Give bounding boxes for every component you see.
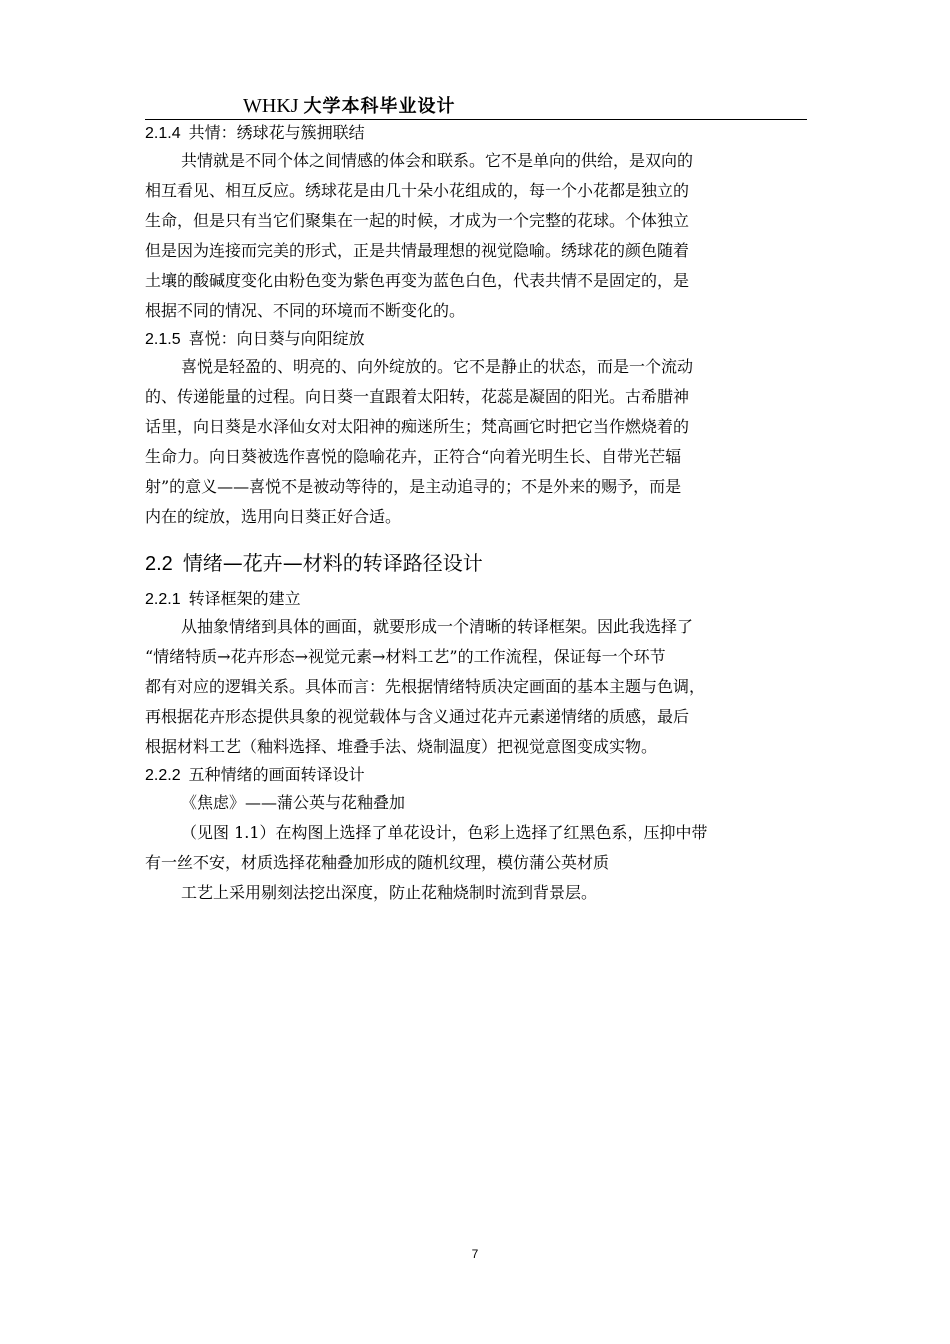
section-number: 2.2.2 <box>145 767 181 784</box>
page-number: 7 <box>471 1247 479 1261</box>
header-title: 大学本科毕业设计 <box>303 96 456 117</box>
paragraph-line: 根据材料工艺（釉料选择、堆叠手法、烧制温度）把视觉意图变成实物。 <box>145 737 658 756</box>
section-title: 喜悦：向日葵与向阳绽放 <box>188 329 365 348</box>
paragraph-line: 工艺上采用剔刻法挖出深度，防止花釉烧制时流到背景层。 <box>181 883 598 902</box>
paragraph-framework <box>145 612 807 762</box>
section-number: 2.2.1 <box>145 591 181 608</box>
paragraph-line: 但是因为连接而完美的形式，正是共情最理想的视觉隐喻。绣球花的颜色随着 <box>145 241 690 260</box>
paragraph-line: 话里，向日葵是水泽仙女对太阳神的痴迷所生；梵高画它时把它当作燃烧着的 <box>145 417 690 436</box>
header-text <box>243 92 456 121</box>
page-content <box>145 120 807 908</box>
paragraph-line: 内在的绽放，选用向日葵正好合适。 <box>145 507 402 526</box>
work-title: 《焦虑》——蒲公英与花釉叠加 <box>181 793 406 812</box>
paragraph-line: 的、传递能量的过程。向日葵一直跟着太阳转，花蕊是凝固的阳光。古希腊神 <box>145 387 690 406</box>
paragraph-line: 有一丝不安，材质选择花釉叠加形成的随机纹理，模仿蒲公英材质 <box>145 853 610 872</box>
section-title: 共情：绣球花与簇拥联结 <box>188 123 365 142</box>
section-number: 2.2 <box>145 553 173 575</box>
paragraph-empathy <box>145 146 807 326</box>
section-heading-2-2 <box>145 548 807 578</box>
paragraph-line: 共情就是不同个体之间情感的体会和联系。它不是单向的供给，是双向的 <box>181 151 694 170</box>
section-title: 五种情绪的画面转译设计 <box>188 765 365 784</box>
paragraph-line: 再根据花卉形态提供具象的视觉载体与含义通过花卉元素递情绪的质感，最后 <box>145 707 690 726</box>
paragraph-line: （见图 1.1）在构图上选择了单花设计，色彩上选择了红黑色系，压抑中带 <box>181 823 708 842</box>
section-heading-2-1-5 <box>145 326 807 352</box>
section-heading-2-2-1 <box>145 586 807 612</box>
paragraph-line: 从抽象情绪到具体的画面，就要形成一个清晰的转译框架。因此我选择了 <box>181 617 694 636</box>
paragraph-line: 土壤的酸碱度变化由粉色变为紫色再变为蓝色白色，代表共情不是固定的，是 <box>145 271 690 290</box>
section-heading-2-1-4 <box>145 120 807 146</box>
paragraph-line: 射”的意义——喜悦不是被动等待的，是主动追寻的；不是外来的赐予，而是 <box>145 477 682 496</box>
section-heading-2-2-2 <box>145 762 807 788</box>
paragraph-anxiety <box>145 788 807 908</box>
section-number: 2.1.5 <box>145 331 181 348</box>
header-code: WHKJ <box>243 95 299 117</box>
page-header <box>145 92 807 120</box>
paragraph-line: 生命，但是只有当它们聚集在一起的时候，才成为一个完整的花球。个体独立 <box>145 211 690 230</box>
paragraph-line: 生命力。向日葵被选作喜悦的隐喻花卉，正符合“向着光明生长、自带光芒辐 <box>145 447 682 466</box>
paragraph-line: “情绪特质→花卉形态→视觉元素→材料工艺”的工作流程，保证每一个环节 <box>145 647 666 666</box>
paragraph-line: 相互看见、相互反应。绣球花是由几十朵小花组成的，每一个小花都是独立的 <box>145 181 690 200</box>
paragraph-line: 喜悦是轻盈的、明亮的、向外绽放的。它不是静止的状态，而是一个流动 <box>181 357 694 376</box>
paragraph-line: 都有对应的逻辑关系。具体而言：先根据情绪特质决定画面的基本主题与色调， <box>145 677 706 696</box>
section-title: 转译框架的建立 <box>188 589 301 608</box>
paragraph-line: 根据不同的情况、不同的环境而不断变化的。 <box>145 301 466 320</box>
section-number: 2.1.4 <box>145 125 181 142</box>
section-title: 情绪—花卉—材料的转译路径设计 <box>182 551 483 575</box>
paragraph-joy <box>145 352 807 532</box>
